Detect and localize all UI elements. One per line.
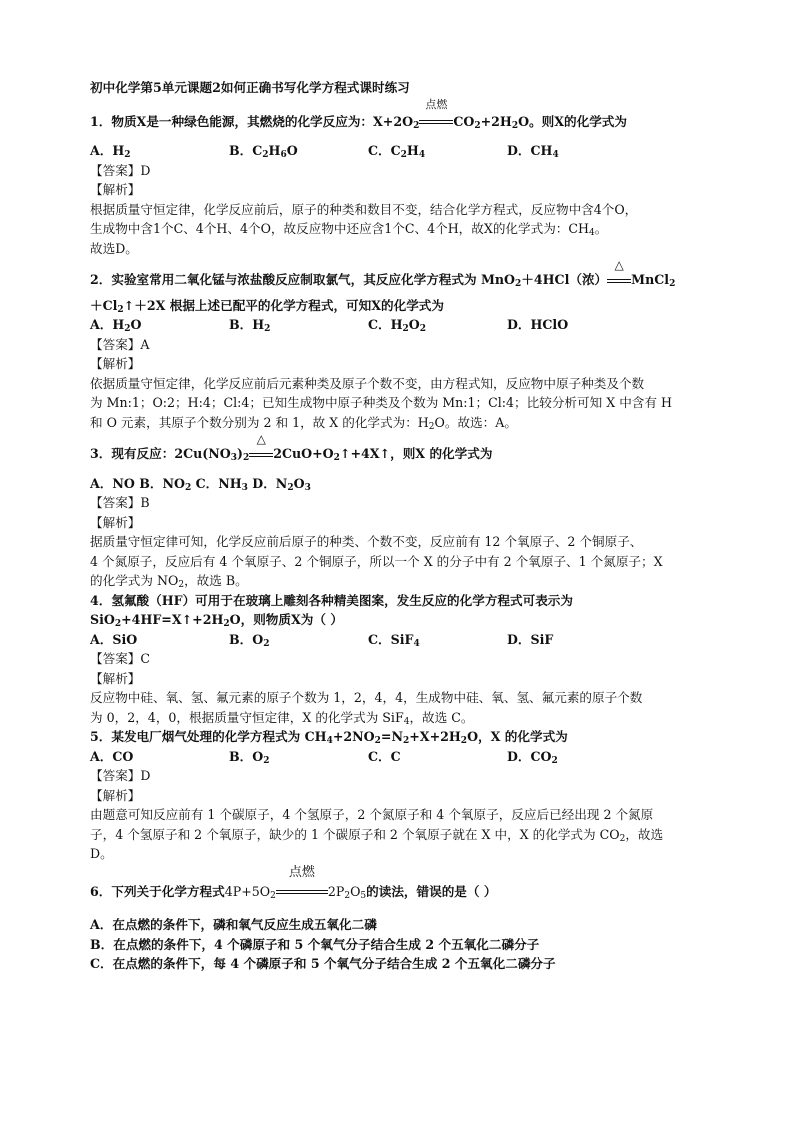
- analysis-text: D。: [90, 846, 113, 861]
- question-3-options: A．NO B．$NO_2$ C．$NH_3$ D．$N_2O_3$: [90, 475, 311, 493]
- option-c: C．C: [368, 748, 401, 764]
- option-a: A．SiO: [90, 631, 138, 647]
- analysis-text: 据质量守恒定律可知，化学反应前后原子的种类、个数不变，反应前有 12 个氧原子、2 个铜原子、: [90, 534, 643, 549]
- reaction-arrow-heat: [249, 432, 273, 464]
- question-6-stem: 6．下列关于化学方程式$4P+5O_2$ 点燃 $2P_2O_5$的读法，错误的是（ ）: [90, 864, 497, 901]
- option-a: A．$H_2O$: [90, 317, 142, 334]
- answer-line: 【答案】D: [90, 162, 151, 178]
- analysis-text: 的化学式为 $NO_2$，故选 B。: [90, 573, 248, 590]
- reaction-arrow-ignite: 点燃: [276, 882, 328, 902]
- option-c: C．在点燃的条件下，每 4 个磷原子和 5 个氧气分子结合生成 2 个五氧化二磷分子: [90, 956, 556, 971]
- answer-value: D: [140, 768, 151, 783]
- question-3-stem: 3．现有反应：$2Cu(NO_3)_2$ △ $2CuO+O_2↑+4X↑$，则X 的化学式为: [90, 432, 493, 463]
- analysis-text: 故选D。: [90, 240, 138, 256]
- analysis-label: 【解析】: [90, 787, 141, 803]
- option-d: D．SiF: [507, 631, 554, 647]
- question-2-options: [90, 315, 705, 335]
- analysis-text: 子，4 个氢原子和 2 个氧原子，缺少的 1 个碳原子和 2 个氧原子就在 X 中，X 的化学式为 $CO_2$，故选: [90, 826, 664, 844]
- heat-triangle-icon: △: [256, 432, 266, 446]
- question-5: [90, 727, 705, 864]
- question-5-options: [90, 747, 705, 767]
- answer-value: C: [140, 651, 151, 666]
- option-c: C．$H_2O_2$: [368, 317, 427, 334]
- analysis-label: 【解析】: [90, 670, 141, 686]
- option-a: A．在点燃的条件下，磷和氧气反应生成五氧化二磷: [90, 917, 377, 932]
- analysis-text: 和 O 元素，其原子个数分别为 2 和 1，故 X 的化学式为：$H_2O$。故选：A。: [90, 414, 517, 432]
- question-4-equation: $SiO_2+4HF=X↑+2H_2O$，则物质X为（ ）: [90, 612, 343, 629]
- analysis-text: 为 0，2，4，0，根据质量守恒定律，X 的化学式为 SiF$_4$，故选 C。: [90, 709, 474, 727]
- analysis-text: 为 Mn:1；O:2；H:4；Cl:4；已知生成物中原子种类及个数为 Mn:1；Cl:4；比较分析可知 X 中含有 H: [90, 395, 672, 410]
- question-4: [90, 591, 705, 728]
- analysis-label: 【解析】: [90, 514, 141, 530]
- answer-line: 【答案】D: [90, 768, 151, 783]
- reaction-arrow-ignite: 点燃: [419, 112, 453, 132]
- analysis-text: 依据质量守恒定律，化学反应前后元素种类及原子个数不变，由方程式知，反应物中原子种类及个数: [90, 375, 645, 391]
- analysis-text: 由题意可知反应前有 1 个碳原子，4 个氢原子，2 个氮原子和 4 个氧原子，反应后已经出现 2 个氮原: [90, 807, 654, 822]
- answer-value: B: [140, 495, 150, 510]
- question-2: [90, 258, 705, 432]
- option-c: C．SiF$_4$: [368, 631, 420, 649]
- worksheet: [90, 72, 705, 974]
- analysis-text: 生成物中含1个C、4个H、4个O，故反应物中还应含1个C、4个H，故X的化学式为：$CH_4$。: [90, 221, 608, 238]
- question-2-stem: 2．实验室常用二氧化锰与浓盐酸反应制取氯气，其反应化学方程式为 MnO$_2$＋4HCl（浓） △ MnCl$_2$: [90, 258, 676, 289]
- option-b: B．$O_2$: [229, 748, 270, 766]
- question-5-stem: 5．某发电厂烟气处理的化学方程式为 $CH_4+2NO_2=N_2+X+2H_2O$，X 的化学式为: [90, 729, 568, 746]
- answer-line: 【答案】B: [90, 495, 150, 510]
- equation: $4P+5O_2$ 点燃 $2P_2O_5$: [224, 864, 367, 901]
- option-d: D．$CH_4$: [507, 143, 559, 160]
- answer-line: 【答案】A: [90, 336, 150, 352]
- page-title: 初中化学第5单元课题2如何正确书写化学方程式课时练习: [90, 80, 410, 95]
- question-3: [90, 432, 705, 591]
- option-a: A．CO: [90, 748, 134, 764]
- answer-value: D: [140, 162, 151, 178]
- reaction-arrow-heat: [607, 258, 631, 290]
- heat-triangle-icon: △: [614, 258, 624, 272]
- option-b: B．在点燃的条件下，4 个磷原子和 5 个氧气分子结合生成 2 个五氧化二磷分子: [90, 936, 540, 952]
- analysis-label: 【解析】: [90, 182, 141, 197]
- question-1-stem: 1．物质X是一种绿色能源，其燃烧的化学反应为：$X+2O_2$ 点燃 $CO_2+2H_2O$。则X的化学式为: [90, 97, 627, 131]
- analysis-text: 反应物中硅、氧、氢、氟元素的原子个数为 1，2，4，4，生成物中硅、氧、氢、氟元素的原子个数: [90, 690, 643, 705]
- option-d: D．HClO: [507, 317, 569, 332]
- option-b: B．$H_2$: [229, 317, 271, 334]
- question-1-options: [90, 141, 705, 161]
- option-d: D．$CO_2$: [507, 748, 558, 766]
- analysis-text: 根据质量守恒定律，化学反应前后，原子的种类和数目不变，结合化学方程式，反应物中含4个O，: [90, 201, 638, 217]
- question-1: [90, 97, 705, 259]
- answer-line: 【答案】C: [90, 651, 151, 666]
- option-b: B．$C_2H_6O$: [229, 143, 298, 160]
- question-4-stem: 4．氢氟酸（HF）可用于在玻璃上雕刻各种精美图案，发生反应的化学方程式可表示为: [90, 592, 573, 608]
- analysis-text: 4 个氮原子，反应后有 4 个氧原子、2 个铜原子，所以一个 X 的分子中有 2 个氧原子、1 个氮原子；X: [90, 553, 663, 569]
- question-6: [90, 864, 705, 974]
- option-c: C．$C_2H_4$: [368, 143, 426, 160]
- analysis-label: 【解析】: [90, 356, 141, 371]
- question-2-stem-cont: $+Cl_2↑+2X$ 根据上述已配平的化学方程式，可知X的化学式为: [90, 297, 444, 315]
- question-4-options: [90, 630, 705, 650]
- answer-value: A: [140, 336, 150, 352]
- option-b: B．$O_2$: [229, 631, 270, 649]
- option-a: A．$H_2$: [90, 143, 131, 160]
